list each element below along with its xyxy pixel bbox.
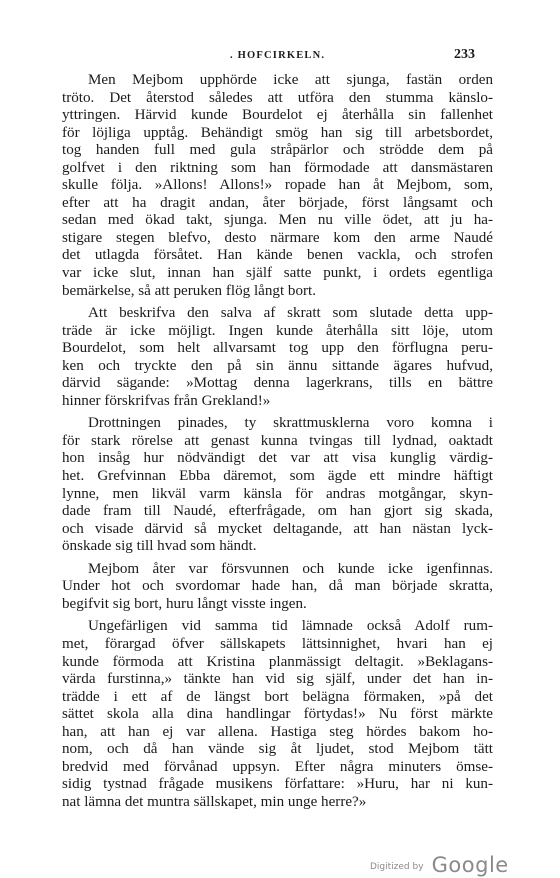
text-line: önskade sig till hvad som händt. bbox=[62, 538, 257, 555]
text-line: för stark rörelse att genast kunna tvingas till lydnad, oaktadt bbox=[62, 432, 493, 449]
text-line: det utlagda försåtet. Han kände benen vackla, och strofen bbox=[62, 247, 493, 264]
text-line: för löjliga upptåg. Behändigt smög han sig till arbetsbordet, bbox=[62, 124, 493, 141]
text-line: han, att han ej var allena. Hastiga steg hördes bakom ho- bbox=[62, 723, 493, 740]
text-line: met, förargad öfver sällskapets lättsinnighet, hvari han ej bbox=[62, 635, 493, 652]
text-line: trädde i ett af de längst bort belägna förmaken, »på det bbox=[62, 688, 493, 705]
text-line: lynne, men likväl varm känsla för andras motgångar, skyn- bbox=[62, 485, 493, 502]
text-line: het. Grefvinnan Ebba däremot, som ägde ett mindre häftigt bbox=[62, 468, 493, 485]
text-line: träde är icke möjligt. Ingen kunde återhålla sitt löje, utom bbox=[62, 322, 493, 339]
digitized-by-google-watermark bbox=[370, 853, 509, 877]
text-line: därvid sägande: »Mottag denna lagerkrans, tills en bättre bbox=[62, 375, 493, 392]
text-line: tog handen full med gula stråpärlor och strödde dem på bbox=[62, 142, 493, 159]
google-logo: Google bbox=[431, 853, 509, 877]
text-line: Mejbom åter var försvunnen och kunde icke igenfinnas. bbox=[88, 560, 493, 577]
text-line: Men Mejbom upphörde icke att sjunga, fastän orden bbox=[88, 72, 493, 88]
text-body bbox=[62, 72, 493, 816]
text-line: begifvit sig bort, huru långt visste ingen. bbox=[62, 595, 307, 612]
watermark-prefix: Digitized by bbox=[370, 862, 424, 872]
text-line: Bourdelot, som helt allvarsamt tog upp den förflugna peru- bbox=[62, 340, 493, 357]
text-line: värda furstinna,» tänkte han vid sig själf, under det han in- bbox=[62, 671, 493, 688]
text-line: nat lämna det muntra sällskapet, min unge herre?» bbox=[62, 793, 367, 810]
text-line: yttringen. Härvid kunde Bourdelot ej återhålla sin fallenhet bbox=[62, 107, 493, 124]
text-line: Att beskrifva den salva af skratt som slutade detta upp- bbox=[88, 305, 493, 322]
running-head: . HOFCIRKELN. bbox=[230, 50, 326, 61]
paragraph bbox=[62, 561, 493, 614]
text-line: skulle följa. »Allons! Allons!» ropade han åt Mejbom, som, bbox=[62, 177, 493, 194]
text-line: Drottningen pinades, ty skrattmusklerna voro komna i bbox=[88, 415, 493, 432]
text-line: hon insåg hur nödvändigt det var att visa kunglig värdig- bbox=[62, 450, 493, 467]
text-line: sättet skola alla dina handlingar förtydas!» Nu först märkte bbox=[62, 706, 493, 723]
paragraph bbox=[62, 618, 493, 811]
text-line: stigare stegen blefvo, desto närmare kom den arme Naudé bbox=[62, 229, 493, 246]
paragraph bbox=[62, 72, 493, 300]
text-line: hinner förskrifvas från Grekland!» bbox=[62, 392, 271, 409]
text-line: golfvet i den riktning som han förmodade att dansmästaren bbox=[62, 159, 493, 176]
text-line: Under hot och svordomar hade han, då man började skratta, bbox=[62, 578, 493, 595]
text-line: bredvid med förvånad uppsyn. Efter några minuters ömse- bbox=[62, 758, 493, 775]
page-number: 233 bbox=[454, 47, 475, 62]
text-line: kunde förmoda att Kristina planmässigt deltagit. »Beklagans- bbox=[62, 653, 493, 670]
text-line: och visade därvid så mycket deltagande, att han nästan lyck- bbox=[62, 520, 493, 537]
text-line: ken och tryckte den på sin ännu sittande ägares hufvud, bbox=[62, 357, 493, 374]
text-line: nom, och då han vände sig åt ljudet, stod Mejbom tätt bbox=[62, 741, 493, 758]
text-line: bemärkelse, så att peruken flög långt bort. bbox=[62, 282, 316, 299]
text-line: sedan med ökad takt, sjunga. Men nu ville ödet, att ju ha- bbox=[62, 212, 493, 229]
paragraph bbox=[62, 305, 493, 410]
text-line: var icke slut, innan han själf satte punkt, i ordets egentliga bbox=[62, 265, 493, 282]
text-line: Ungefärligen vid samma tid lämnade också Adolf rum- bbox=[88, 618, 493, 635]
paragraph bbox=[62, 415, 493, 555]
text-line: efter att ha dragit andan, åter började, först långsamt och bbox=[62, 194, 493, 211]
text-line: sidig tystnad frågade musikens författare: »Huru, har ni kun- bbox=[62, 776, 493, 793]
text-line: dade fram till Naudé, efterfrågade, om han gjort sig skada, bbox=[62, 503, 493, 520]
text-line: tröto. Det återstod således att utföra den stumma känslo- bbox=[62, 89, 493, 106]
